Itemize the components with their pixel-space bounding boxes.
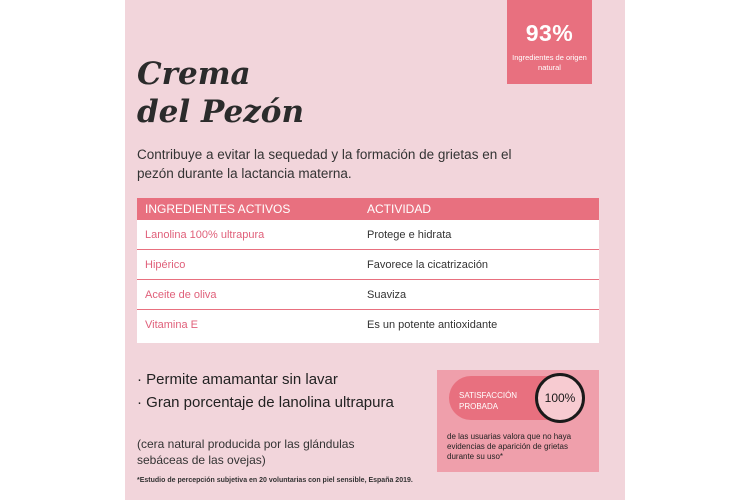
table-row — [137, 220, 599, 250]
ingredients-table — [137, 198, 599, 343]
header-ingredients: INGREDIENTES ACTIVOS — [145, 202, 291, 216]
activity-cell: Suaviza — [367, 288, 407, 301]
badge-label: Ingredientes de origen natural — [512, 53, 587, 72]
satisfaction-value: 100% — [544, 391, 576, 405]
product-description: Contribuye a evitar la sequedad y la formación de grietas en el pezón durante la lactancia materna. — [137, 147, 512, 181]
natural-ingredients-badge — [507, 0, 592, 84]
satisfaction-label — [459, 390, 517, 412]
benefit-list — [137, 368, 394, 414]
ingredient-cell: Vitamina E — [145, 319, 198, 331]
satisfaction-label-line-1: SATISFACCIÓN — [459, 391, 518, 400]
satisfaction-value-circle — [535, 373, 585, 423]
title-line-1: Crema — [137, 56, 251, 92]
satisfaction-box — [437, 370, 599, 472]
table-header — [137, 198, 599, 220]
satisfaction-text: de las usuarias valora que no haya evidencias de aparición de grietas durante su uso* — [447, 432, 572, 461]
table-row — [137, 250, 599, 280]
header-activity: ACTIVIDAD — [367, 202, 432, 216]
satisfaction-label-line-2: PROBADA — [459, 402, 499, 411]
benefit-item: · Gran porcentaje de lanolina ultrapura — [137, 394, 394, 411]
study-footnote: *Estudio de percepción subjetiva en 20 voluntarias con piel sensible, España 2019. — [137, 477, 413, 484]
activity-cell: Es un potente antioxidante — [367, 319, 498, 331]
table-row — [137, 310, 599, 340]
ingredient-cell: Aceite de oliva — [145, 288, 217, 301]
product-title — [137, 55, 304, 131]
title-line-2: del Pezón — [137, 94, 304, 130]
table-row — [137, 280, 599, 310]
benefit-item: · Permite amamantar sin lavar — [137, 371, 338, 388]
badge-percent: 93% — [525, 20, 574, 46]
activity-cell: Favorece la cicatrización — [367, 258, 489, 271]
lanolin-note: (cera natural producida por las glándulas sebáceas de las ovejas) — [137, 437, 355, 467]
ingredient-cell: Lanolina 100% ultrapura — [145, 228, 265, 241]
ingredient-cell: Hipérico — [145, 258, 186, 271]
activity-cell: Protege e hidrata — [367, 228, 452, 241]
